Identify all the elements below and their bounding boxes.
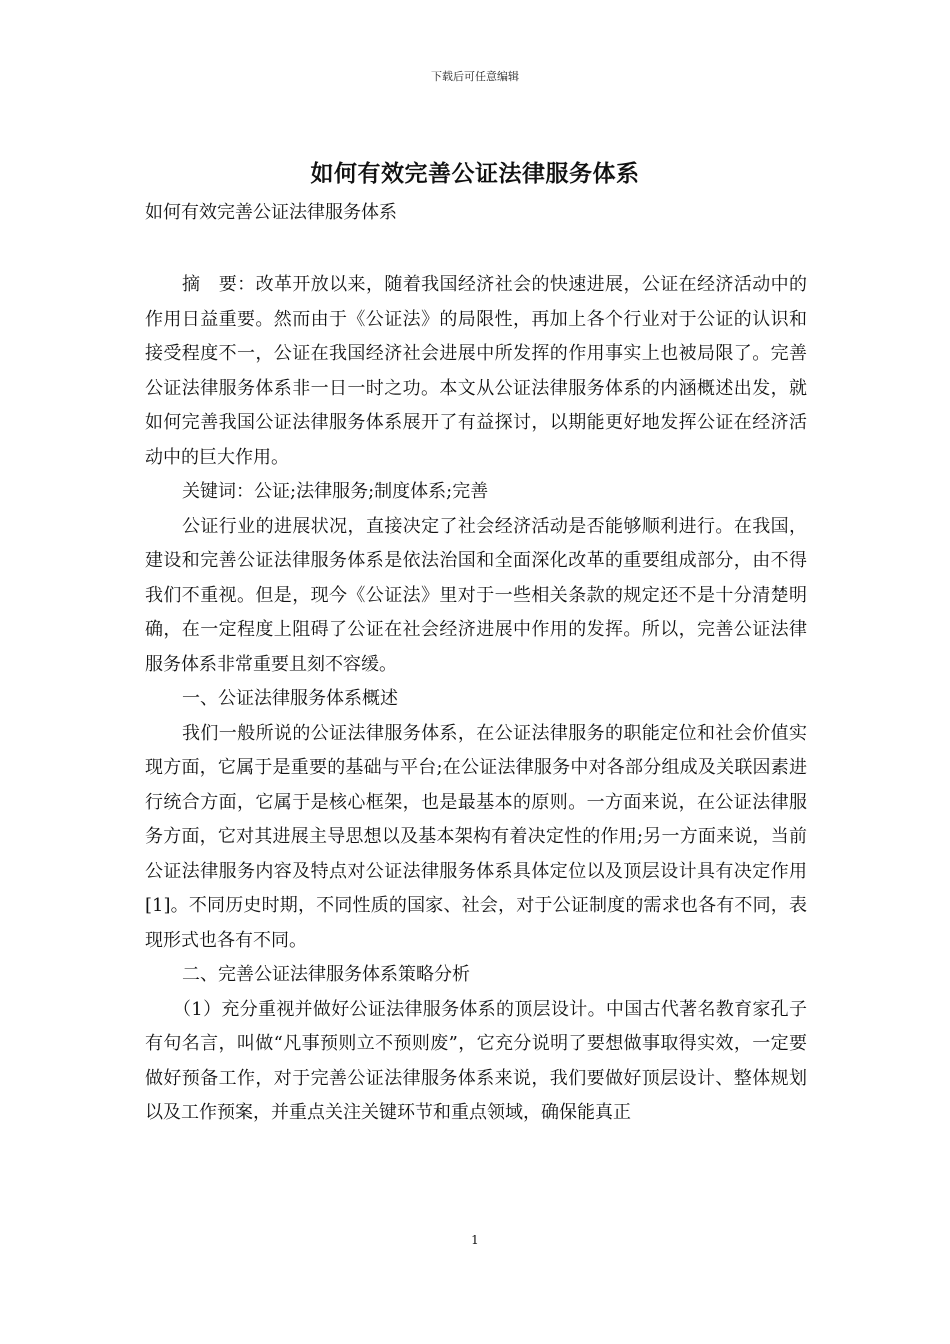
section-heading-1: 一、公证法律服务体系概述	[182, 688, 398, 709]
page-number: 1	[471, 1233, 479, 1247]
section-1-paragraph: 我们一般所说的公证法律服务体系，在公证法律服务的职能定位和社会价值实现方面，它属于是重要的基础与平台;在公证法律服务中对各部分组成及关联因素进行统合方面，它属于是核心框架，也是最基本的原则。一方面来说，在公证法律服务方面，它对其进展主导思想以及基本架构有着决定性的作用;另一方面来说，当前公证法律服务内容及特点对公证法律服务体系具体定位以及顶层设计具有决定作用[1]。不同历史时期，不同性质的国家、社会，对于公证制度的需求也各有不同，表现形式也各有不同。	[145, 722, 807, 951]
abstract-paragraph: 摘 要：改革开放以来，随着我国经济社会的快速进展，公证在经济活动中的作用日益重要。然而由于《公证法》的局限性，再加上各个行业对于公证的认识和接受程度不一，公证在我国经济社会进展中所发挥的作用事实上也被局限了。完善公证法律服务体系非一日一时之功。本文从公证法律服务体系的内涵概述出发，就如何完善我国公证法律服务体系展开了有益探讨，以期能更好地发挥公证在经济活动中的巨大作用。	[145, 274, 807, 468]
document-subtitle: 如何有效完善公证法律服务体系	[145, 202, 397, 223]
section-2-item-1: （1）充分重视并做好公证法律服务体系的顶层设计。中国古代著名教育家孔子有句名言，叫做“凡事预则立不预则废”，它充分说明了要想做事取得实效，一定要做好预备工作，对于完善公证法律服务体系来说，我们要做好顶层设计、整体规划以及工作预案，并重点关注关键环节和重点领域，确保能真正	[145, 998, 807, 1123]
keywords-paragraph: 关键词：公证;法律服务;制度体系;完善	[182, 481, 489, 502]
document-body	[145, 196, 807, 1131]
document-title: 如何有效完善公证法律服务体系	[310, 161, 640, 187]
header-note: 下载后可任意编辑	[431, 70, 519, 83]
intro-paragraph: 公证行业的进展状况，直接决定了社会经济活动是否能够顺利进行。在我国，建设和完善公证法律服务体系是依法治国和全面深化改革的重要组成部分，由不得我们不重视。但是，现今《公证法》里对于一些相关条款的规定还不是十分清楚明确，在一定程度上阻碍了公证在社会经济进展中作用的发挥。所以，完善公证法律服务体系非常重要且刻不容缓。	[145, 515, 807, 675]
section-heading-2: 二、完善公证法律服务体系策略分析	[182, 964, 470, 985]
